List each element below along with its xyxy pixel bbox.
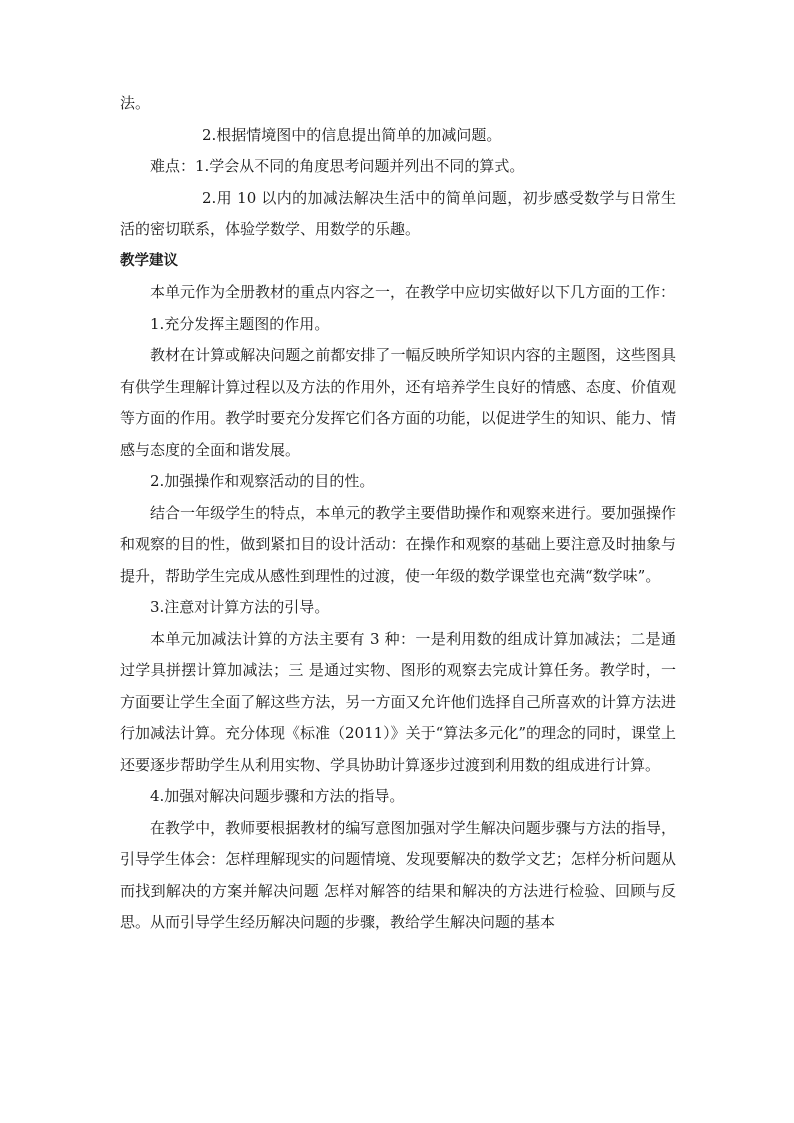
paragraph-difficulty-item-2: 2.根据情境图中的信息提出简单的加减问题。 [202,125,502,144]
paragraph-point-2-body: 结合一年级学生的特点，本单元的教学主要借助操作和观察来进行。要加强操作和观察的目的性，做到紧扣目的设计活动：在操作和观察的基础上要注意及时抽象与提升，帮助学生完成从感性到理性的过渡，使一年级的数学课堂也充满“数学味”。 [120,503,676,585]
paragraph-continuation: 法。 [120,94,151,112]
section-heading-teaching-suggestions: 教学建议 [120,252,178,269]
paragraph-point-4-body: 在教学中，教师要根据教材的编写意图加强对学生解决问题步骤与方法的指导，引导学生体会：怎样理解现实的问题情境、发现要解决的数学文艺；怎样分析问题从而找到解决的方案并解决问题 怎样对解答的结果和解决的方法进行检验、回顾与反思。从而引导学生经历解决问题的步骤，教给学生解决问题的基本 [120,818,676,931]
paragraph-point-3-title: 3.注意对计算方法的引导。 [150,598,330,616]
paragraph-point-3-body: 本单元加减法计算的方法主要有 3 种：一是利用数的组成计算加减法；二是通过学具拼摆计算加减法；三 是通过实物、图形的观察去完成计算任务。教学时，一方面要让学生全面了解这些方法，另一方面又允许他们选择自己所喜欢的计算方法进行加减法计算。充分体现《标准（2011）》关于“算法多元化”的理念的同时，课堂上还要逐步帮助学生从利用实物、学具协助计算逐步过渡到利用数的组成进行计算。 [120,629,677,774]
paragraph-difficulty-points-2: 2.用 10 以内的加减法解决生活中的简单问题，初步感受数学与日常生活的密切联系，体验学数学、用数学的乐趣。 [120,188,676,238]
paragraph-difficulty-points: 难点：1.学会从不同的角度思考问题并列出不同的算式。 [150,157,525,175]
paragraph-point-1-title: 1.充分发挥主题图的作用。 [150,314,330,333]
paragraph-point-2-title: 2.加强操作和观察活动的目的性。 [150,472,375,490]
paragraph-point-1-body: 教材在计算或解决问题之前都安排了一幅反映所学知识内容的主题图，这些图具有供学生理解计算过程以及方法的作用外，还有培养学生良好的情感、态度、价值观等方面的作用。教学时要充分发挥它们各方面的功能，以促进学生的知识、能力、情感与态度的全面和谐发展。 [120,346,676,459]
document-page [120,88,676,939]
paragraph-intro: 本单元作为全册教材的重点内容之一，在教学中应切实做好以下几方面的工作： [150,283,676,301]
paragraph-point-4-title: 4.加强对解决问题步骤和方法的指导。 [150,787,405,805]
